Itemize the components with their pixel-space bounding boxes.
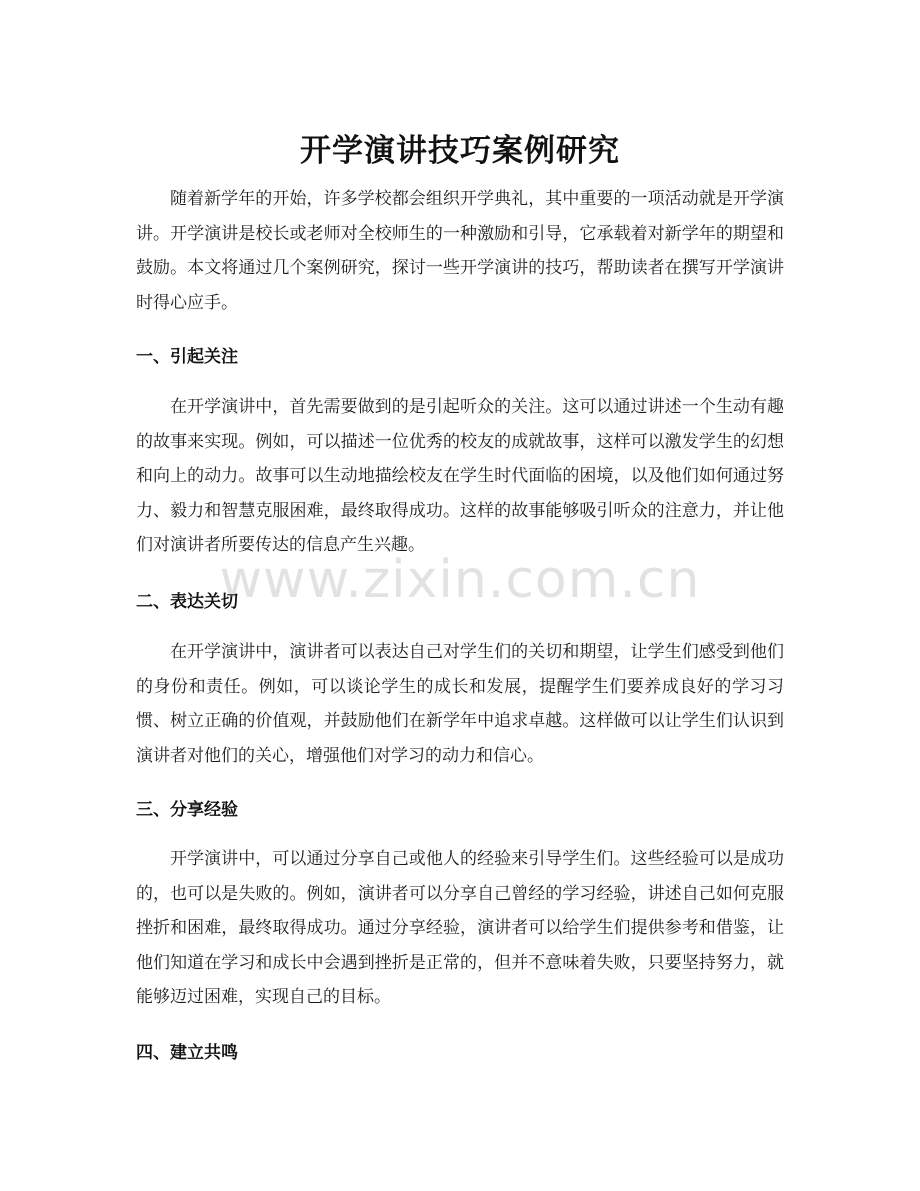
section-body-2: 在开学演讲中，演讲者可以表达自己对学生们的关切和期望，让学生们感受到他们的身份和责任。例如，可以谈论学生的成长和发展，提醒学生们要养成良好的学习习惯、树立正确的价值观，并鼓励他们在新学年中追求卓越。这样做可以让学生们认识到演讲者对他们的关心，增强他们对学习的动力和信心。 <box>136 642 784 766</box>
section-heading-4: 四、建立共鸣 <box>136 1043 238 1063</box>
watermark: www.zixin.com.cn <box>219 550 701 610</box>
section-body-3: 开学演讲中，可以通过分享自己或他人的经验来引导学生们。这些经验可以是成功的，也可以是失败的。例如，演讲者可以分享自己曾经的学习经验，讲述自己如何克服挫折和困难，最终取得成功。通过分享经验，演讲者可以给学生们提供参考和借鉴，让他们知道在学习和成长中会遇到挫折是正常的，但并不意味着失败，只要坚持努力，就能够迈过困难，实现自己的目标。 <box>136 849 784 1007</box>
section-heading-1: 一、引起关注 <box>136 347 238 367</box>
section-heading-2: 二、表达关切 <box>136 592 238 612</box>
document-title: 开学演讲技巧案例研究 <box>300 132 620 169</box>
section-heading-3: 三、分享经验 <box>136 800 238 820</box>
section-body-1: 在开学演讲中，首先需要做到的是引起听众的关注。这可以通过讲述一个生动有趣的故事来实现。例如，可以描述一位优秀的校友的成就故事，这样可以激发学生的幻想和向上的动力。故事可以生动地描绘校友在学生时代面临的困境，以及他们如何通过努力、毅力和智慧克服困难，最终取得成功。这样的故事能够吸引听众的注意力，并让他们对演讲者所要传达的信息产生兴趣。 <box>136 397 784 555</box>
intro-paragraph: 随着新学年的开始，许多学校都会组织开学典礼，其中重要的一项活动就是开学演讲。开学演讲是校长或老师对全校师生的一种激励和引导，它承载着对新学年的期望和鼓励。本文将通过几个案例研究，探讨一些开学演讲的技巧，帮助读者在撰写开学演讲时得心应手。 <box>136 189 784 313</box>
